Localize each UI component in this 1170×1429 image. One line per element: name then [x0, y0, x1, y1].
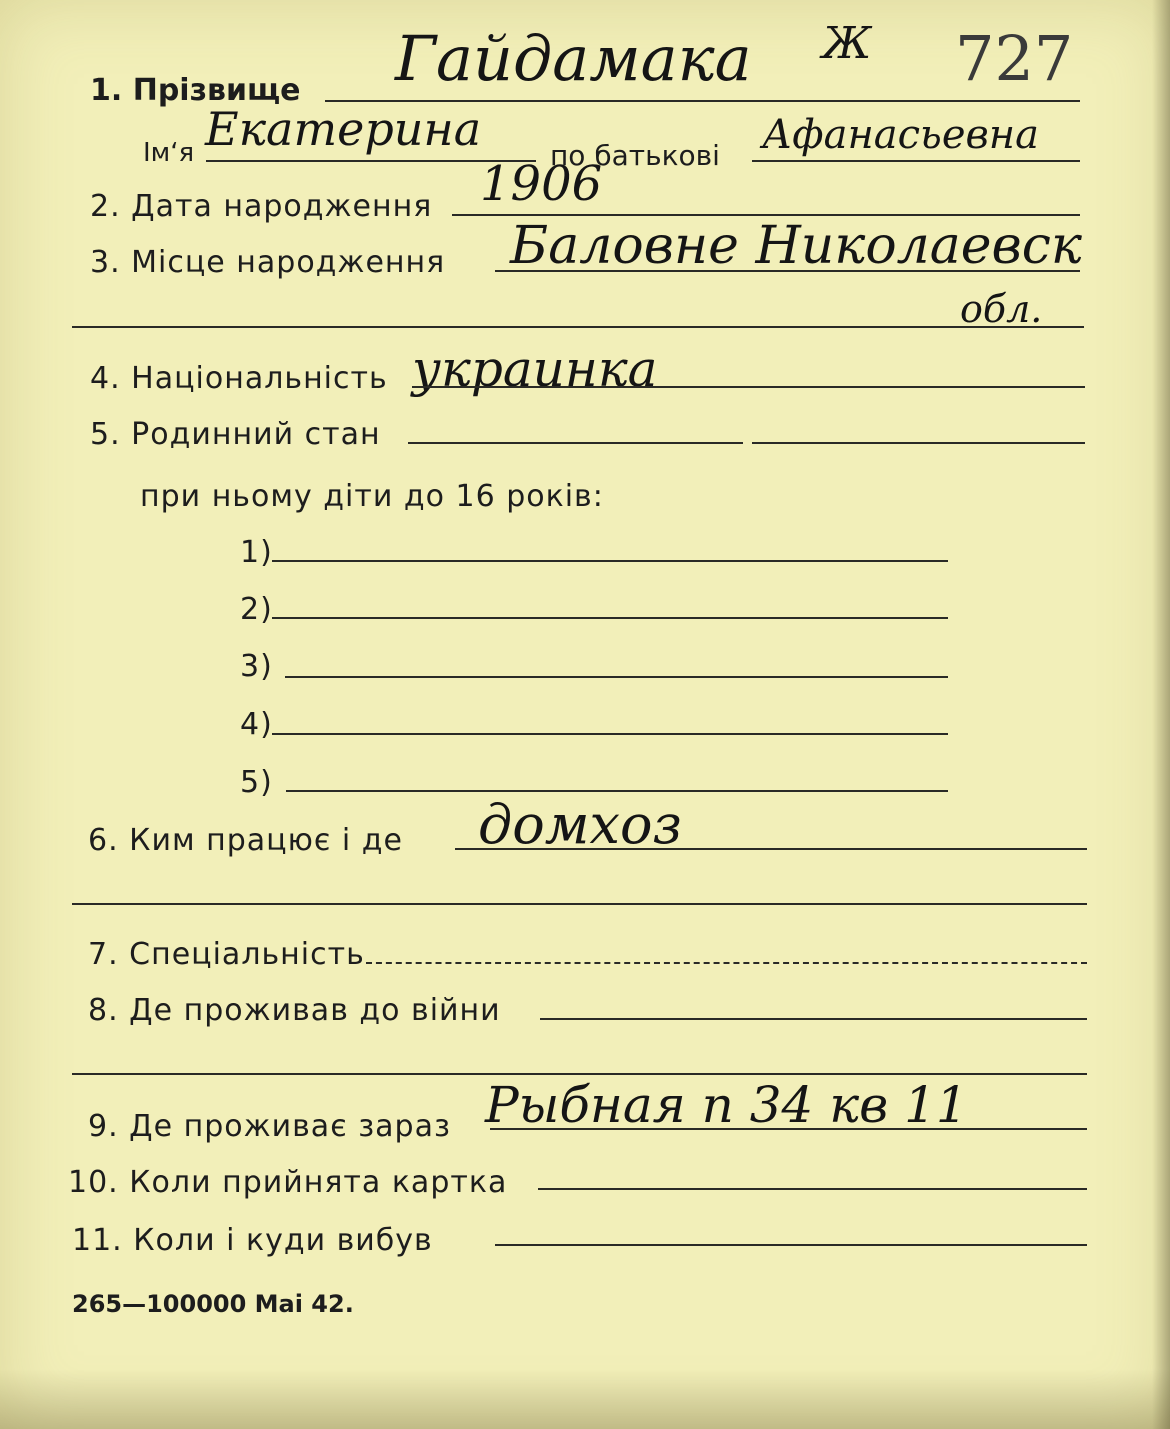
field-card-accepted-line — [538, 1188, 1087, 1190]
field-prewar-line — [540, 1018, 1087, 1020]
field-current-residence-value: Рыбная п 34 кв 11 — [485, 1076, 968, 1134]
field-nationality-label: 4. Національність — [90, 361, 388, 396]
field-birthplace-line — [495, 270, 1080, 272]
field-marital-line-a — [408, 442, 743, 444]
field-specialty-label: 7. Спеціальність — [88, 937, 365, 972]
field-prewar-line-2 — [72, 1073, 1087, 1075]
field-specialty-line — [366, 962, 1087, 964]
child-1-line — [272, 560, 948, 562]
field-marital-line-b — [752, 442, 1085, 444]
field-surname-label: 1. Прізвище — [90, 73, 301, 108]
child-3-line — [285, 676, 948, 678]
child-5-num: 5) — [240, 765, 273, 800]
field-nationality-value: украинка — [412, 340, 658, 398]
field-birthplace-label: 3. Місце народження — [90, 245, 446, 280]
card-bottom-shade — [0, 1369, 1170, 1429]
field-occupation-line-2 — [72, 903, 1087, 905]
child-2-num: 2) — [240, 592, 273, 627]
field-current-residence-line — [490, 1128, 1087, 1130]
children-label: при ньому діти до 16 років: — [140, 479, 604, 514]
child-1-num: 1) — [240, 535, 273, 570]
child-4-num: 4) — [240, 707, 273, 742]
print-code: 265—100000 Mai 42. — [72, 1290, 354, 1318]
field-birthdate-label: 2. Дата народження — [90, 189, 433, 224]
field-birthdate-value: 1906 — [480, 156, 603, 212]
child-4-line — [272, 733, 948, 735]
field-prewar-label: 8. Де проживав до війни — [88, 993, 501, 1028]
field-birthplace-value-2: обл. — [960, 287, 1043, 331]
field-birthplace-line-2 — [72, 326, 1084, 328]
field-current-residence-label: 9. Де проживає зараз — [88, 1109, 451, 1144]
field-patronymic-line — [752, 160, 1080, 162]
field-departure-label: 11. Коли і куди вибув — [72, 1223, 433, 1258]
field-nationality-line — [412, 386, 1085, 388]
field-marital-label: 5. Родинний стан — [90, 417, 381, 452]
corner-mark: Ж — [822, 18, 872, 69]
field-departure-line — [495, 1244, 1087, 1246]
field-surname-value: Гайдамака — [395, 22, 752, 95]
card-edge-shadow — [1152, 0, 1170, 1429]
field-card-accepted-label: 10. Коли прийнята картка — [68, 1165, 508, 1200]
field-occupation-line — [455, 848, 1087, 850]
field-name-label: Ім‘я — [143, 138, 195, 168]
field-patronymic-label: по батькові — [550, 139, 720, 172]
field-name-value: Екатерина — [205, 102, 482, 156]
field-patronymic-value: Афанасьевна — [762, 112, 1039, 158]
child-5-line — [286, 790, 948, 792]
child-2-line — [272, 617, 948, 619]
child-3-num: 3) — [240, 649, 273, 684]
field-birthplace-value: Баловне Николаевск — [510, 216, 1082, 276]
field-occupation-label: 6. Ким працює і де — [88, 823, 403, 858]
corner-number: 727 — [955, 22, 1074, 95]
field-occupation-value: домхоз — [478, 793, 682, 856]
